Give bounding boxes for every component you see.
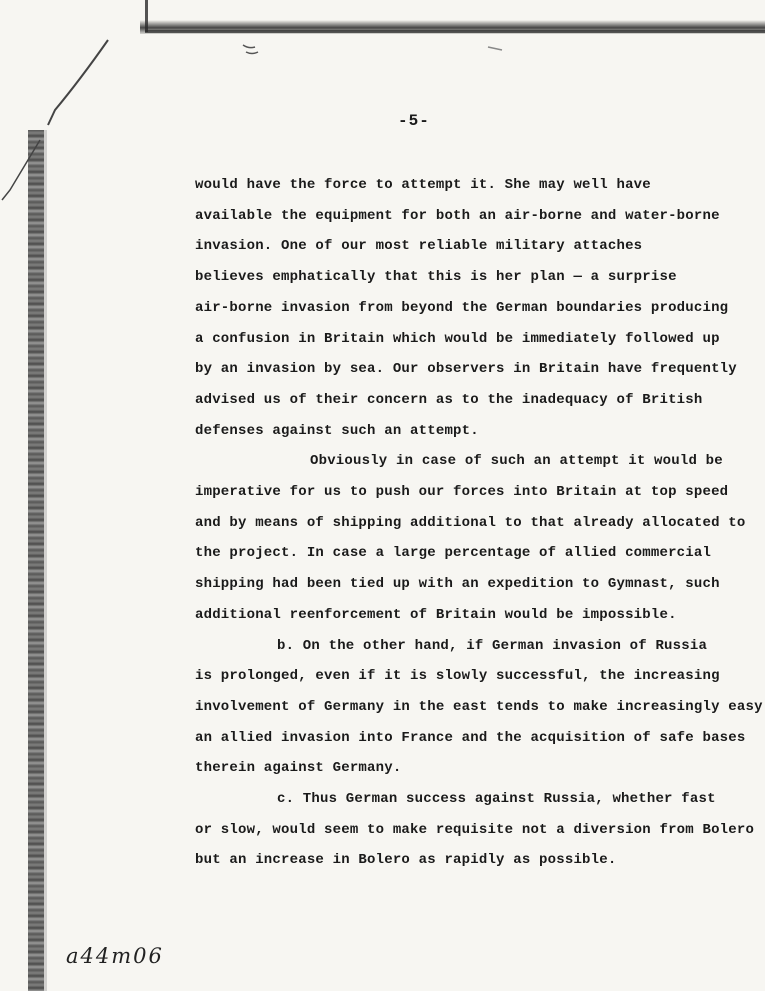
text-line: available the equipment for both an air-borne and water-borne [195,207,720,224]
text-line: an allied invasion into France and the acquisition of safe bases [195,729,746,746]
text-line: the project. In case a large percentage of allied commercial [195,545,712,562]
text-line: believes emphatically that this is her plan — a surprise [195,269,677,286]
text-line: would have the force to attempt it. She may well have [195,177,651,193]
paragraph-b-start-line: b. On the other hand, if German invasion of Russia [277,637,708,654]
text-line: and by means of shipping additional to that already allocated to [195,514,746,531]
text-line: involvement of Germany in the east tends to make increasingly easy [195,698,763,715]
scan-left-edge [28,130,44,991]
text-line: a confusion in Britain which would be immediately followed up [195,330,720,347]
scan-left-edge-shadow [44,130,47,991]
scan-top-edge-line [145,30,765,33]
text-line: or slow, would seem to make requisite not a diversion from Bolero [195,821,755,838]
text-line: air-borne invasion from beyond the German boundaries producing [195,299,729,316]
text-line: is prolonged, even if it is slowly successful, the increasing [195,668,720,685]
text-line: invasion. One of our most reliable military attaches [195,238,643,255]
paragraph-c-start-line: c. Thus German success against Russia, whether fast [277,791,716,808]
handwritten-note: a44m06 [66,944,164,968]
text-line: but an increase in Bolero as rapidly as possible. [195,852,617,869]
paragraph-start-line: Obviously in case of such an attempt it would be [310,453,723,470]
text-line: by an invasion by sea. Our observers in Britain have frequently [195,361,737,378]
body-text [195,170,763,876]
page-number: -5- [398,112,430,130]
text-line: imperative for us to push our forces into Britain at top speed [195,484,729,501]
text-line: advised us of their concern as to the inadequacy of British [195,391,703,408]
text-line: shipping had been tied up with an expedition to Gymnast, such [195,576,720,593]
text-line: defenses against such an attempt. [195,422,479,439]
text-line: additional reenforcement of Britain would be impossible. [195,606,677,623]
text-line: therein against Germany. [195,760,402,777]
